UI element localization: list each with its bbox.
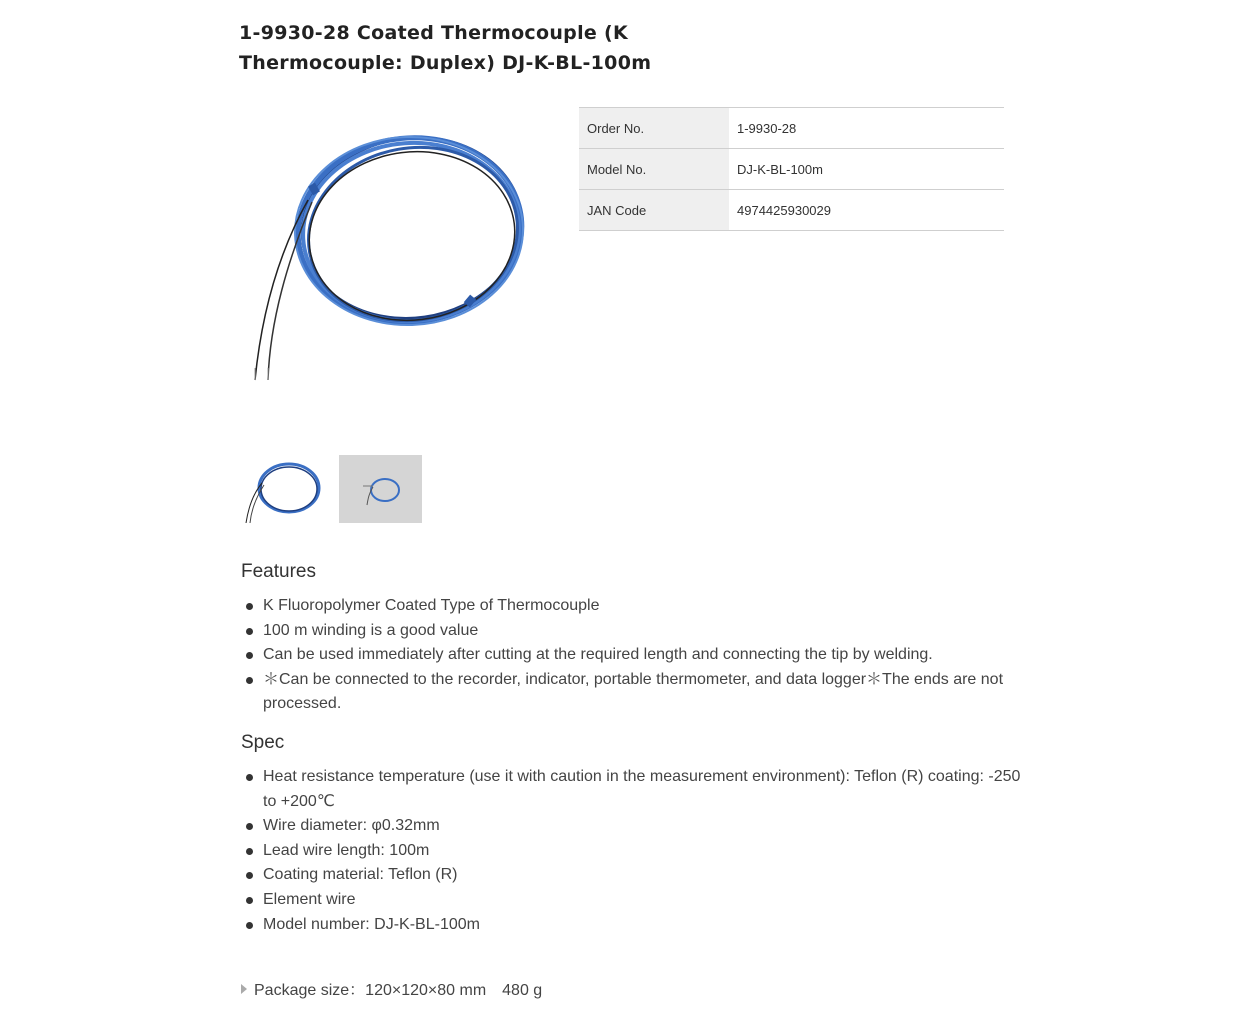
list-item: Lead wire length: 100m [241, 839, 1031, 864]
triangle-right-icon [241, 984, 247, 994]
package-size [241, 977, 542, 1000]
main-product-image [240, 110, 540, 390]
list-item: 100 m winding is a good value [241, 619, 1031, 644]
thumbnail-coil-image [242, 455, 325, 523]
model-no-value: DJ-K-BL-100m [729, 149, 1004, 190]
thumbnail-coil-alt-image [339, 455, 422, 523]
coiled-thermocouple-wire-image [240, 110, 540, 390]
list-item: Coating material: Teflon (R) [241, 863, 1031, 888]
table-row [579, 190, 1004, 231]
product-title [239, 18, 709, 78]
jan-code-label: JAN Code [579, 190, 729, 231]
model-no-label: Model No. [579, 149, 729, 190]
list-item: Wire diameter: φ0.32mm [241, 814, 1031, 839]
jan-code-value: 4974425930029 [729, 190, 1004, 231]
features-heading: Features [241, 561, 316, 582]
list-item: Model number: DJ-K-BL-100m [241, 913, 1031, 938]
list-item: Element wire [241, 888, 1031, 913]
product-spec-table [579, 107, 1004, 231]
package-size-text: Package size：120×120×80 mm 480 g [254, 982, 543, 999]
list-item: ＊Can be connected to the recorder, indicator, portable thermometer, and data logger＊The ends are not processed. [241, 668, 1031, 717]
product-title-line2: Thermocouple: Duplex) DJ-K-BL-100m [239, 52, 652, 74]
order-no-label: Order No. [579, 108, 729, 149]
thumbnail-coil-alt-icon[interactable] [339, 455, 422, 523]
spec-heading: Spec [241, 732, 285, 753]
table-row [579, 149, 1004, 190]
list-item: Heat resistance temperature (use it with caution in the measurement environment): Teflon (R) coating: -250 to +200℃ [241, 765, 1031, 814]
order-no-value: 1-9930-28 [729, 108, 1004, 149]
product-title-line1: 1-9930-28 Coated Thermocouple (K [239, 22, 628, 44]
table-row [579, 108, 1004, 149]
features-list [241, 594, 1031, 717]
thumbnail-strip [242, 455, 422, 523]
list-item: Can be used immediately after cutting at the required length and connecting the tip by welding. [241, 643, 1031, 668]
thumbnail-coil-icon[interactable] [242, 455, 325, 523]
spec-list [241, 765, 1031, 937]
list-item: K Fluoropolymer Coated Type of Thermocouple [241, 594, 1031, 619]
